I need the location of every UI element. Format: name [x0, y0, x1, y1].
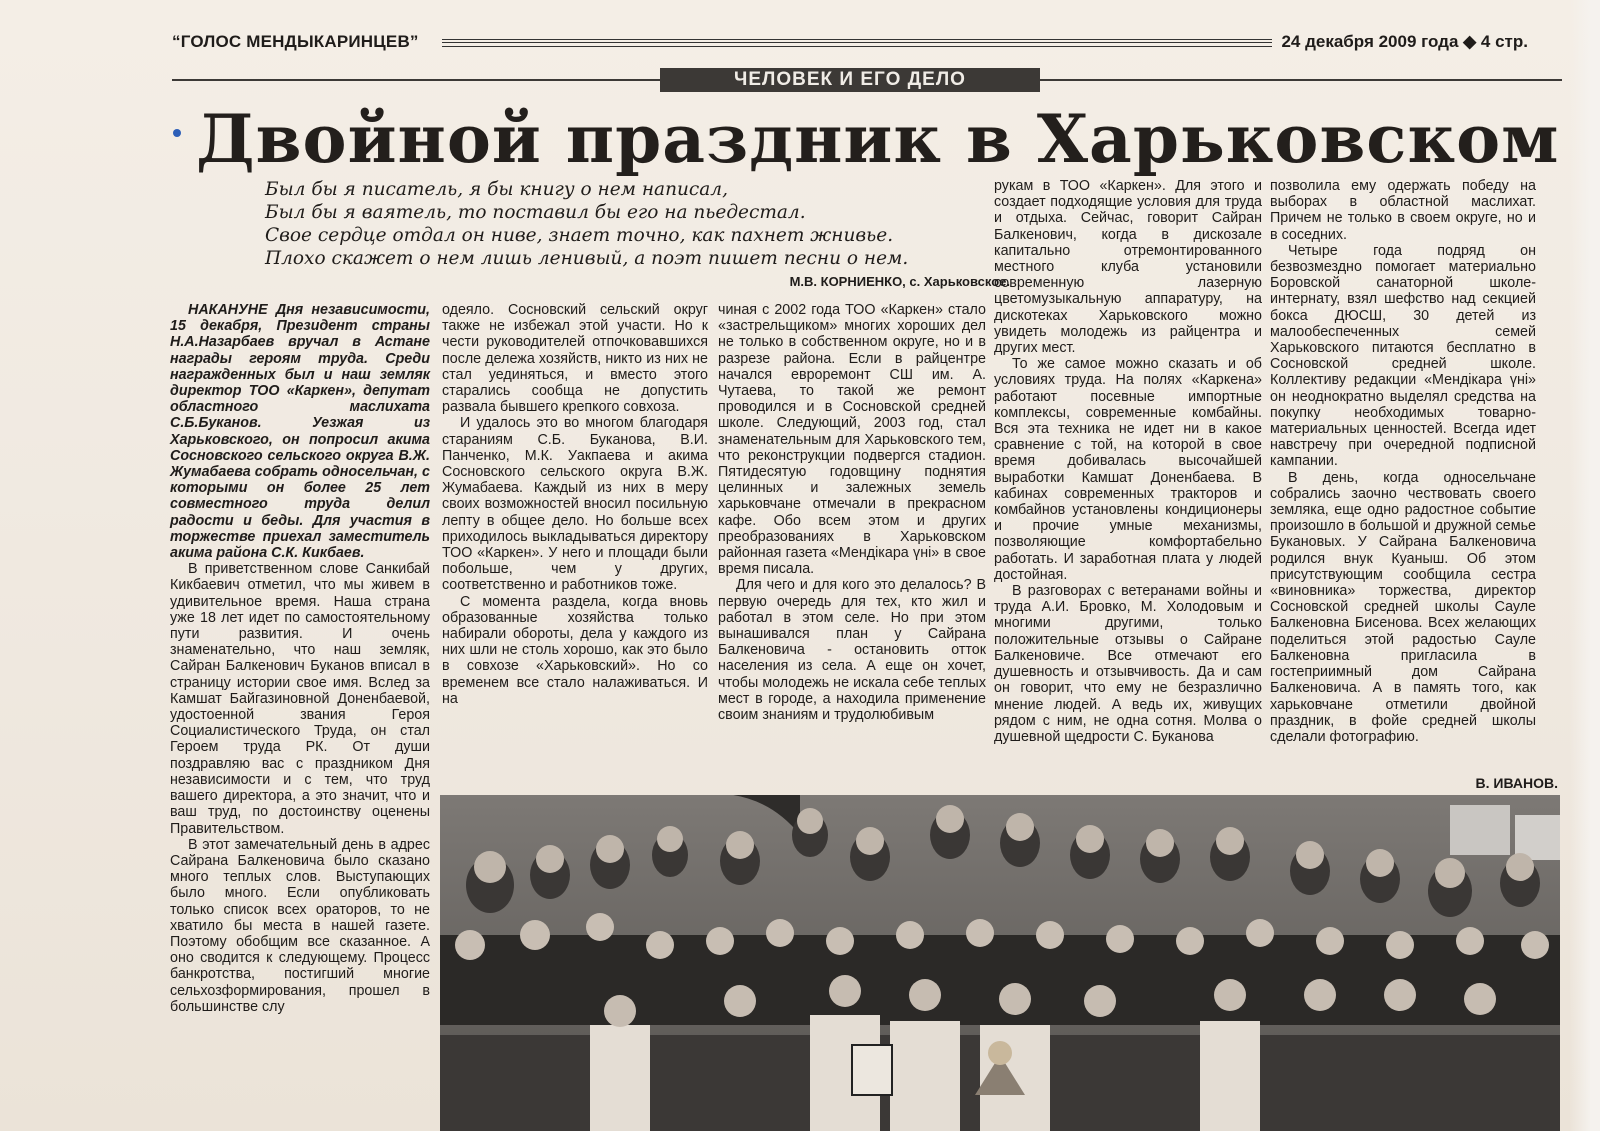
article-column-2 — [442, 302, 708, 707]
article-paragraph: И удалось это во многом благодаря стараниям С.Б. Буканова, В.И. Панченко, М.К. Уакпаева и акима Сосновского сельского округа В.Ж. Жумабаева. Каждый из них в меру своих возможностей вносил посильную лепту в общее дело. Но больше всех приходилось выкладываться директору ТОО «Каркен». У него и площади были побольше, чем у других, соответственно и работников тоже. — [442, 415, 708, 594]
epigraph-author: М.В. КОРНИЕНКО, с. Харьковское. — [789, 274, 1010, 289]
header-rule — [442, 39, 1272, 47]
article-lead: НАКАНУНЕ Дня независимости, 15 декабря, Президент страны Н.А.Назарбаев вручал в Астане награды героям труда. Среди награжденных был и наш земляк директор ТОО «Каркен», депутат областного маслихата С.Б.Буканов. Уезжая из Харьковского, он попросил акима Сосновского сельского округа В.Ж. Жумабаева собрать односельчан, с которыми он более 25 лет совместного труда делил радости и беды. Для участия в торжестве приехал заместитель акима района С.К. Кикбаев. — [170, 302, 430, 562]
issue-date-page: 24 декабря 2009 года ◆ 4 стр. — [1281, 32, 1528, 51]
article-column-5 — [1270, 178, 1536, 745]
article-author: В. ИВАНОВ. — [1475, 775, 1558, 791]
epigraph-line: Плохо скажет о нем лишь ленивый, а поэт пишет песни о нем. — [265, 248, 909, 269]
rubric-label: ЧЕЛОВЕК И ЕГО ДЕЛО — [660, 68, 1040, 92]
article-column-1 — [170, 302, 430, 1015]
article-paragraph: В приветственном слове Санкибай Кикбаевич отметил, что мы живем в удивительное время. Наша страна уже 18 лет идет по самостоятельному пути развития. И очень знаменательно, что наш земляк, Сайран Балкенович Буканов вписал в страницу истории свое имя. Вслед за Камшат Байгазиновной Доненбаевой, удостоенной звания Героя Социалистического Труда, он стал Героем труда РК. От души поздравляю вас с праздником Дня независимости и с тем, что труд вашего директора, а это значит, что и ваш труд, по достоинству оценены Правительством. — [170, 561, 430, 837]
blue-dot-mark — [173, 129, 181, 137]
article-paragraph: чиная с 2002 года ТОО «Каркен» стало «застрельщиком» многих хороших дел не только в собственном округе, но и в разрезе района. Если в райцентре начался евроремонт СШ им. А. Чутаева, то такой же ремонт проводился и в Сосновской средней школе. Следующий, 2003 год, стал знаменательным для Харьковского тем, что реконструкции подвергся стадион. Пятидесятую годовщину поднятия целинных и залежных земель харьковчане отмечали в прекрасном кафе. Обо всем этом и других преобразованиях в Харьковском районная газета «Мендiкара үнi» в свое время писала. — [718, 302, 986, 578]
newspaper-name: “ГОЛОС МЕНДЫКАРИНЦЕВ” — [172, 32, 419, 51]
page-header — [172, 30, 1562, 56]
article-paragraph: В день, когда односельчане собрались заочно чествовать своего земляка, еще одно радостное событие произошло в большой и дружной семье Букановых. У Сайрана Балкеновича родился внук Куаныш. Об этом присутствующим сообщила сестра «виновника» торжества, директор Сосновской средней школы Сауле Балкеновна Бисенова. Всех желающих поделиться этой радостью Сауле Балкеновна пригласила в гостеприимный дом Сайрана Балкеновича. А в память того, как харьковчане отметили двойной праздник, в фойе средней школы сделали фотографию. — [1270, 469, 1536, 745]
article-column-4 — [994, 178, 1262, 745]
scan-edge — [1570, 0, 1600, 1131]
article-column-3 — [718, 302, 986, 723]
article-paragraph: В этот замечательный день в адрес Сайрана Балкеновича было сказано много теплых слов. Выступающих было много. Если опубликовать только список всех ораторов, то не хватило бы места в нашей газете. Поэтому обобщим все сказанное. А оно сводится к следующему. Процесс банкротства, постигший многие сельхозформирования, прошел в большинстве слу — [170, 836, 430, 1015]
epigraph-line: Был бы я ваятель, то поставил бы его на пьедестал. — [265, 202, 806, 223]
epigraph-line: Свое сердце отдал он ниве, знает точно, как пахнет жнивье. — [265, 225, 894, 246]
epigraph-line: Был бы я писатель, я бы книгу о нем написал, — [265, 179, 728, 200]
article-paragraph: Четыре года подряд он безвозмездно помогает материально Боровской санаторной школе-интернату, взял шефство над секцией бокса ДЮСШ, 30 детей из малообеспеченных семей Харьковского питаются бесплатно в Сосновской средней школе. Коллективу редакции «Мендiкара үнi» он неоднократно выделял средства на покупку необходимых товарно-материальных ценностей. Всегда идет навстречу при очередной подписной кампании. — [1270, 242, 1536, 470]
epigraph — [265, 178, 1005, 270]
article-paragraph: рукам в ТОО «Каркен». Для этого и создает подходящие условия для труда и отдыха. Сейчас, говорит Сайран Балкенович, когда в дискозале капитально отремонтированного местного клуба установили современную лазерную цветомузыкальную аппаратуру, на дискотеках Харьковского можно увидеть молодежь из райцентра и других мест. — [994, 178, 1262, 357]
group-photo — [440, 795, 1560, 1131]
article-paragraph: То же самое можно сказать и об условиях труда. На полях «Каркена» работают посевные импортные комплексы, современные комбайны. Вся эта техника не идет ни в какое сравнение с той, на которой в свое время добивалась высочайшей выработки Камшат Доненбаева. В кабинах современных тракторов и комбайнов установлены кондиционеры и прочие умные механизмы, позволяющие комфортабельно работать. И заработная плата у людей достойная. — [994, 356, 1262, 583]
article-paragraph: одеяло. Сосновский сельский округ также не избежал этой участи. Но к чести руководителей отпочковавшихся после дележа хозяйств, никто из них не стал уединяться, и вместо этого старались сообща не допустить развала бывшего крепкого совхоза. — [442, 302, 708, 416]
group-photo-image — [440, 795, 1560, 1131]
article-paragraph: позволила ему одержать победу на выборах в областной маслихат. Причем не только в своем округе, но и в соседних. — [1270, 178, 1536, 243]
article-paragraph: В разговорах с ветеранами войны и труда А.И. Бровко, М. Холодовым и многими другими, только положительные отзывы о Сайране Балкеновиче. Все отмечают его душевность и отзывчивость. Да и сам он говорит, что ему не безразлично мнение людей. А ведь их, живущих рядом с ним, не одна сотня. Молва о душевной щедрости С. Буканова — [994, 583, 1262, 745]
article-paragraph: С момента раздела, когда вновь образованные хозяйства только набирали обороты, дела у каждого из них шли не столь хорошо, как это было в совхозе «Харьковский». Но со временем все стало налаживаться. И на — [442, 593, 708, 707]
article-paragraph: Для чего и для кого это делалось? В первую очередь для тех, кто жил и работал в этом селе. Но при этом вынашивался план у Сайрана Балкеновича - остановить отток населения из села. А еще он хочет, чтобы молодежь не искала себе теплых мест в городе, а находила применение своим знаниям и трудолюбивым — [718, 577, 986, 724]
article-headline: Двойной праздник в Харьковском — [196, 100, 1560, 178]
